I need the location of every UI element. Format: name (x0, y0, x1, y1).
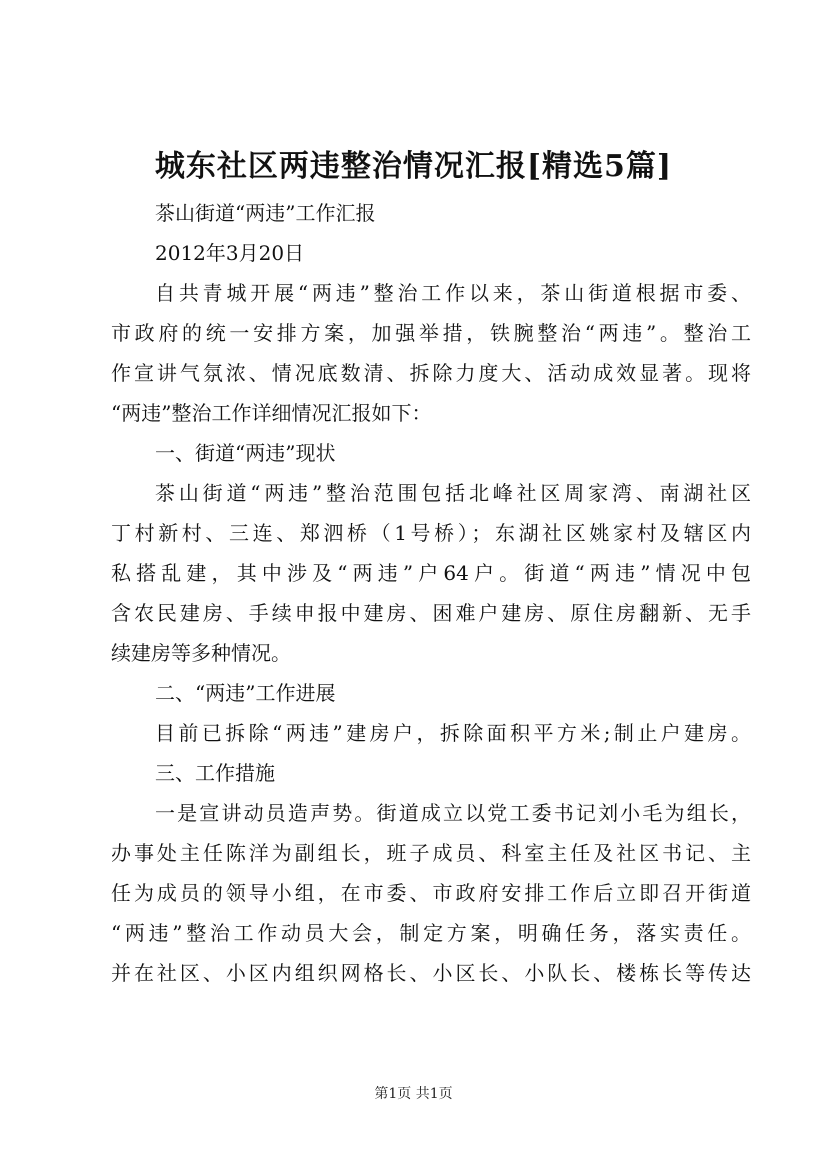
text-line: 丁村新村、三连、郑泗桥（1号桥）；东湖社区姚家村及辖区内 (111, 521, 751, 545)
text-line: 2012年3月20日 (155, 241, 305, 265)
text-line: 三、工作措施 (155, 761, 275, 785)
text-line: “两违”整治工作详细情况汇报如下： (111, 401, 432, 425)
text-line: 作宣讲气氛浓、情况底数清、拆除力度大、活动成效显著。现将 (111, 361, 751, 385)
text-line: “两违”整治工作动员大会，制定方案，明确任务，落实责任。 (111, 921, 751, 945)
text-line: 任为成员的领导小组，在市委、市政府安排工作后立即召开街道 (111, 881, 751, 905)
document-body (111, 193, 751, 993)
text-line: 一、街道“两违”现状 (155, 441, 336, 465)
text-line: 茶山街道“两违”整治范围包括北峰社区周家湾、南湖社区 (155, 481, 751, 505)
text-line: 一是宣讲动员造声势。街道成立以党工委书记刘小毛为组长， (155, 801, 751, 825)
text-line: 私搭乱建，其中涉及“两违”户64户。街道“两违”情况中包 (111, 561, 751, 585)
text-line: 续建房等多种情况。 (111, 641, 291, 665)
text-line: 茶山街道“两违”工作汇报 (155, 201, 376, 225)
text-line: 并在社区、小区内组织网格长、小区长、小队长、楼栋长等传达 (111, 961, 751, 985)
page-footer: 第1页 共1页 (374, 1086, 453, 1102)
text-line: 市政府的统一安排方案，加强举措，铁腕整治“两违”。整治工 (111, 321, 751, 345)
text-line: 目前已拆除“两违”建房户，拆除面积平方米;制止户建房。 (155, 721, 751, 745)
text-line: 自共青城开展“两违”整治工作以来，茶山街道根据市委、 (155, 281, 751, 305)
text-line: 办事处主任陈洋为副组长，班子成员、科室主任及社区书记、主 (111, 841, 751, 865)
text-line: 含农民建房、手续申报中建房、困难户建房、原住房翻新、无手 (111, 601, 751, 625)
document-title: 城东社区两违整治情况汇报[精选5篇] (154, 149, 673, 184)
text-line: 二、“两违”工作进展 (155, 681, 336, 705)
